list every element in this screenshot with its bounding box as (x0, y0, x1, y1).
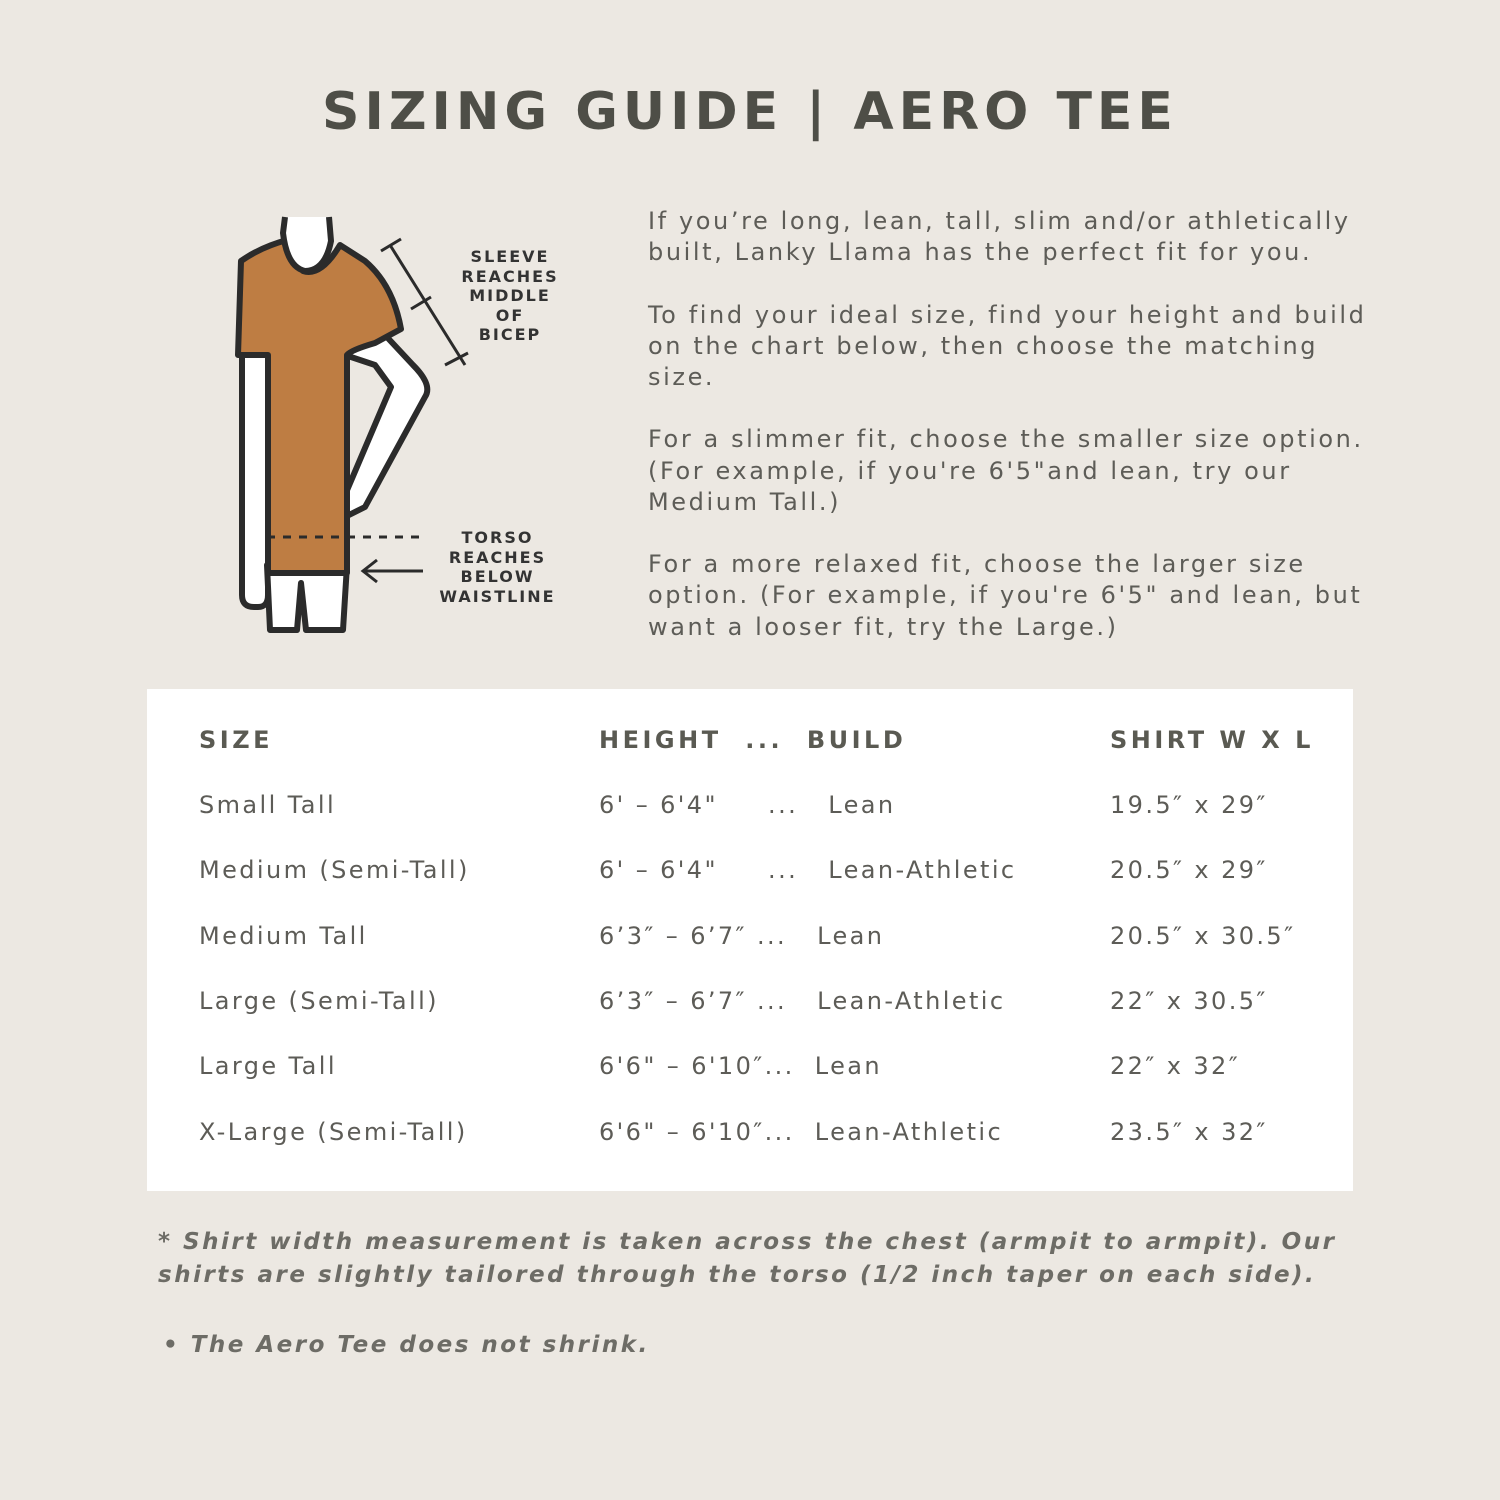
cell-size: Small Tall (199, 791, 337, 819)
cell-height-build: 6’3″ – 6’7″ ... Lean-Athletic (599, 987, 1006, 1015)
cell-dimensions: 20.5″ x 30.5″ (1110, 922, 1296, 950)
cell-height-build: 6’3″ – 6’7″ ... Lean (599, 922, 885, 950)
torso-callout: TORSO REACHES BELOW WAISTLINE (439, 528, 556, 606)
shrink-note: • The Aero Tee does not shrink. (163, 1332, 650, 1358)
sleeve-callout: SLEEVE REACHES MIDDLE OF BICEP (461, 247, 559, 344)
cell-dimensions: 23.5″ x 32″ (1110, 1118, 1268, 1146)
table-row (147, 856, 1353, 896)
cell-height-build: 6' – 6'4" ... Lean (599, 791, 896, 819)
cell-height-build: 6'6" – 6'10″... Lean-Athletic (599, 1118, 1004, 1146)
cell-dimensions: 20.5″ x 29″ (1110, 856, 1268, 884)
cell-size: Medium Tall (199, 922, 368, 950)
cell-size: X-Large (Semi-Tall) (199, 1118, 468, 1146)
cell-height-build: 6'6" – 6'10″... Lean (599, 1052, 882, 1080)
cell-dimensions: 22″ x 32″ (1110, 1052, 1241, 1080)
intro-paragraph: For a more relaxed fit, choose the larger size option. (For example, if you're 6'5" and lean, but want a looser fit, try the Large.) (648, 550, 1363, 641)
table-row (147, 1052, 1353, 1092)
fit-illustration (225, 205, 570, 640)
size-table (147, 689, 1353, 1191)
cell-size: Medium (Semi-Tall) (199, 856, 470, 884)
table-row (147, 987, 1353, 1027)
cell-height-build: 6' – 6'4" ... Lean-Athletic (599, 856, 1017, 884)
intro-text (648, 206, 1368, 674)
measurement-note: * Shirt width measurement is taken across the chest (armpit to armpit). Our shirts are slightly tailored through the torso (1/2 inch taper on each side). (158, 1229, 1337, 1288)
intro-paragraph: To find your ideal size, find your height and build on the chart below, then choose the matching size. (648, 300, 1367, 391)
cell-size: Large Tall (199, 1052, 337, 1080)
header-dimensions: SHIRT W X L (1110, 726, 1314, 754)
page-title: SIZING GUIDE | AERO TEE (322, 82, 1178, 142)
cell-size: Large (Semi-Tall) (199, 987, 439, 1015)
table-row (147, 1118, 1353, 1158)
cell-dimensions: 19.5″ x 29″ (1110, 791, 1268, 819)
table-row (147, 922, 1353, 962)
header-height-build: HEIGHT ... BUILD (599, 726, 907, 754)
intro-paragraph: For a slimmer fit, choose the smaller size option. (For example, if you're 6'5"and lean, try our Medium Tall.) (648, 425, 1364, 516)
table-row (147, 791, 1353, 831)
header-size: SIZE (199, 726, 274, 754)
cell-dimensions: 22″ x 30.5″ (1110, 987, 1268, 1015)
intro-paragraph: If you’re long, lean, tall, slim and/or athletically built, Lanky Llama has the perfect fit for you. (648, 207, 1351, 267)
